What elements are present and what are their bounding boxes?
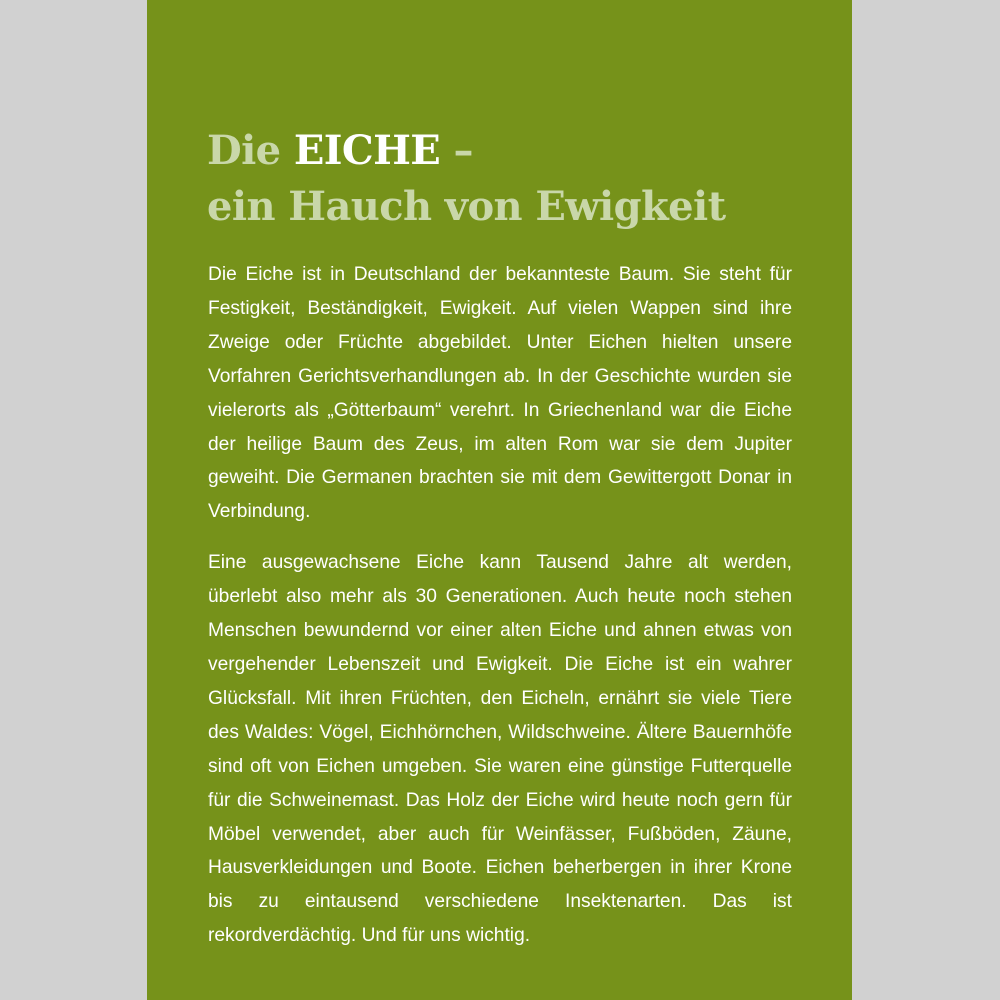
title-accent: EICHE bbox=[293, 127, 441, 174]
paragraph-2: Eine ausgewachsene Eiche kann Tausend Jahre alt werden, überlebt also mehr als 30 Generationen. Auch heute noch stehen Menschen bewundernd vor einer alten Eiche und ahnen etwas von vergehender Lebenszeit und Ewigkeit. Die Eiche ist ein wahrer Glücksfall. Mit ihren Früchten, den Eicheln, ernährt sie viele Tiere des Waldes: Vögel, Eichhörnchen, Wildschweine. Ältere Bauernhöfe sind oft von Eichen umgeben. Sie waren eine günstige Futterquelle für die Schweinemast. Das Holz der Eiche wird heute noch gern für Möbel verwendet, aber auch für Weinfässer, Fußböden, Zäune, Hausverkleidungen und Boote. Eichen beherbergen in ihrer Krone bis zu eintausend verschiedene Insektenarten. Das ist rekordverdächtig. Und für uns wichtig. bbox=[208, 552, 792, 947]
page bbox=[147, 0, 852, 1000]
paragraph-1: Die Eiche ist in Deutschland der bekannteste Baum. Sie steht für Festigkeit, Beständigkeit, Ewigkeit. Auf vielen Wappen sind ihre Zweige oder Früchte abgebildet. Unter Eichen hielten unsere Vorfahren Gerichtsverhandlungen ab. In der Geschichte wurden sie vielerorts als „Götterbaum“ verehrt. In Griechenland war die Eiche der heilige Baum des Zeus, im alten Rom war sie dem Jupiter geweiht. Die Germanen brachten sie mit dem Gewittergott Donar in Verbindung. bbox=[208, 264, 792, 523]
title-prefix: Die bbox=[207, 127, 294, 174]
title-line-2: ein Hauch von Ewigkeit bbox=[207, 183, 726, 230]
title-line-1 bbox=[207, 123, 827, 179]
page-title bbox=[207, 123, 827, 235]
title-suffix: – bbox=[440, 127, 473, 174]
body-text bbox=[208, 258, 792, 953]
